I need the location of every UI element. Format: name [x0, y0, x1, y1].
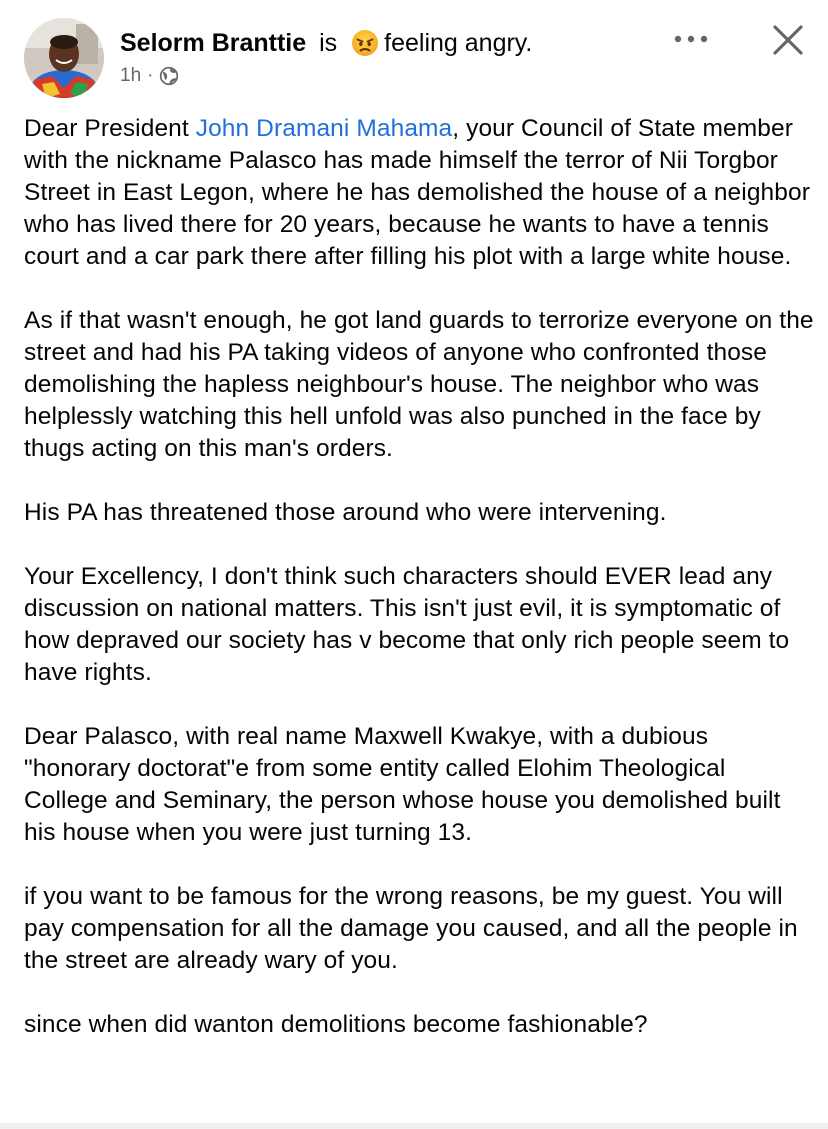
post-paragraph — [24, 113, 814, 273]
author-avatar[interactable] — [24, 18, 104, 98]
post-paragraph: if you want to be famous for the wrong reasons, be my guest. You will pay compensation for all the damage you caused, and all the people in the street are already wary of you. — [24, 883, 798, 974]
post-paragraph: Your Excellency, I don't think such characters should EVER lead any discussion on national matters. This isn't just evil, it is symptomatic of how depraved our society has v become that only rich people seem to have rights. — [24, 563, 790, 686]
meta-separator: · — [147, 65, 154, 86]
post-timestamp[interactable]: 1h — [120, 65, 142, 86]
post-paragraph: As if that wasn't enough, he got land guards to terrorize everyone on the street and had his PA taking videos of anyone who confronted those demolishing the hapless neighbour's house. The neighbor who was helplessly watching this hell unfold was also punched in the face by thugs acting on this man's orders. — [24, 307, 814, 462]
post-body — [24, 113, 814, 1073]
close-icon[interactable] — [772, 24, 804, 56]
post-paragraph: Dear Palasco, with real name Maxwell Kwakye, with a dubious "honorary doctorat"e from some entity called Elohim Theological College and Seminary, the person whose house you demolished built his house when you were just turning 13. — [24, 723, 781, 846]
paragraph-text: , your Council of State member with the nickname Palasco has made himself the terror of Nii Torgbor Street in East Legon, where he has demolished the house of a neighbor who has lived there for 20 years, because he wants to have a tennis court and a car park there after filling his plot with a large white house. — [24, 115, 810, 270]
post-meta — [120, 64, 179, 88]
post-paragraph: His PA has threatened those around who were intervening. — [24, 499, 667, 526]
feeling-text: feeling angry. — [384, 29, 533, 57]
post-header — [24, 18, 804, 102]
paragraph-text: Dear President — [24, 115, 196, 142]
more-options-icon[interactable] — [674, 32, 708, 44]
angry-face-emoji-icon — [351, 29, 379, 57]
post-paragraph: since when did wanton demolitions become fashionable? — [24, 1011, 648, 1038]
post-title-line — [120, 28, 532, 58]
status-prefix: is — [319, 29, 338, 57]
post-divider — [0, 1123, 828, 1129]
globe-icon[interactable] — [159, 66, 179, 86]
author-name[interactable]: Selorm Branttie — [120, 29, 307, 57]
mention-link[interactable]: John Dramani Mahama — [195, 115, 453, 142]
